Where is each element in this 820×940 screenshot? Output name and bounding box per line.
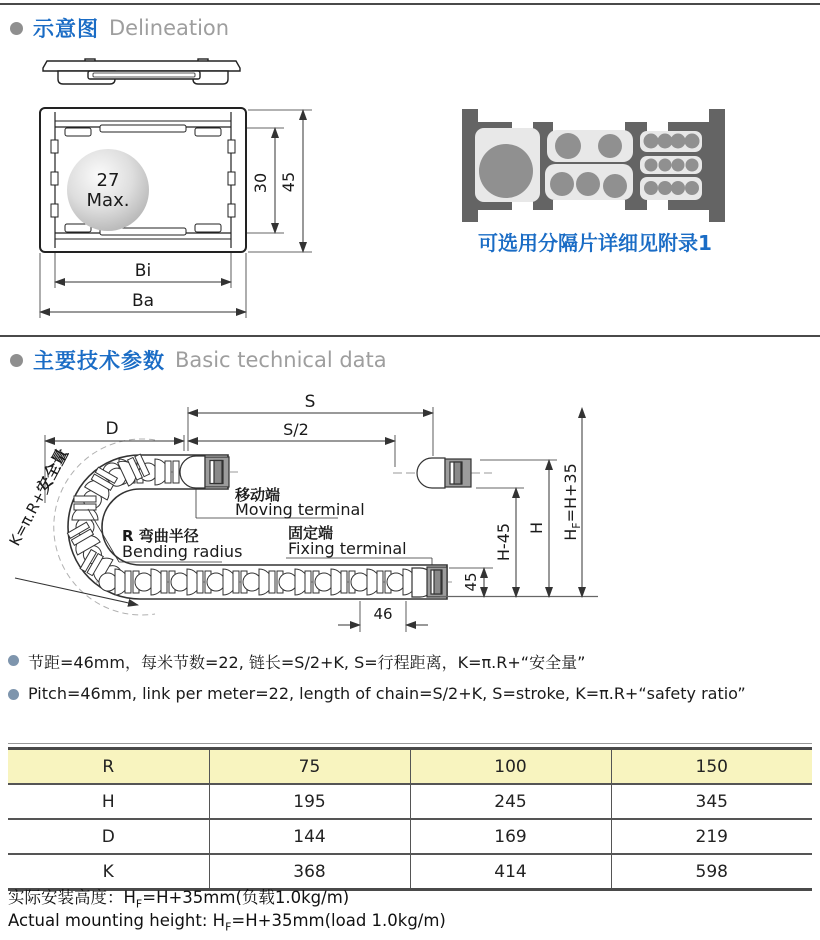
height45-label: 45	[462, 572, 480, 592]
inner-height-label: 30	[251, 172, 270, 194]
compartments	[475, 128, 702, 202]
chain-diagram	[0, 385, 820, 647]
table-cell: 245	[410, 784, 611, 819]
table-cell: 345	[611, 784, 812, 819]
bullet-icon	[10, 22, 23, 35]
cross-section-diagram	[20, 55, 320, 320]
section-title-zh: 主要技术参数	[33, 349, 165, 373]
table-cell: 368	[209, 854, 410, 890]
note-pitch-zh: 节距=46mm，每米节数=22, 链长=S/2+K, S=行程距离，K=π.R+“安全量”	[8, 650, 808, 673]
table-cell: 195	[209, 784, 410, 819]
table-cell: 598	[611, 854, 812, 890]
table-header-cell: 100	[410, 749, 611, 785]
section-header-technical	[0, 335, 820, 375]
table-cell: 169	[410, 819, 611, 854]
h-label: H	[527, 521, 546, 535]
k-formula-label: K=π.R+安全量	[5, 445, 72, 549]
outer-height-label: 45	[279, 171, 298, 193]
table-cell: 144	[209, 819, 410, 854]
section-title-en: Basic technical data	[175, 348, 387, 372]
h-minus-45-label: H-45	[494, 522, 513, 562]
table-cell: 219	[611, 819, 812, 854]
table-row	[8, 819, 812, 854]
mounting-height-en: Actual mounting height: $H_F=H+35mm(load$ 1.0kg/m)	[8, 911, 446, 934]
moving-terminal-zh: 移动端	[235, 486, 281, 504]
technical-data-table	[8, 743, 812, 891]
bending-radius-en: Bending radius	[122, 542, 243, 561]
bullet-icon	[8, 689, 19, 700]
table-row	[8, 784, 812, 819]
table-cell: K	[8, 854, 209, 890]
lid-profile	[43, 59, 240, 84]
max-cable-ball	[67, 149, 149, 231]
moving-terminal-block	[180, 456, 229, 488]
fixed-end-piece	[417, 458, 471, 488]
moving-terminal-en: Moving terminal	[235, 500, 365, 519]
table-cell: 414	[410, 854, 611, 890]
table-header-cell: 150	[611, 749, 812, 785]
fixing-terminal-en: Fixing terminal	[288, 539, 407, 558]
ball-max-label: Max.	[86, 190, 130, 211]
chain-links	[66, 452, 427, 595]
table-header-cell: 75	[209, 749, 410, 785]
separator-illustration	[455, 100, 730, 222]
d-label: D	[105, 419, 119, 439]
note-pitch-en: Pitch=46mm, link per meter=22, length of chain=S/2+K, S=stroke, K=π.R+“safety ratio”	[8, 684, 808, 703]
fixing-terminal-zh: 固定端	[288, 524, 334, 542]
table-cell: H	[8, 784, 209, 819]
section-title-en: Delineation	[109, 16, 230, 40]
stroke-label: S	[304, 392, 316, 412]
ball-diameter-label: 27	[96, 170, 120, 191]
fixing-terminal-block	[412, 567, 447, 597]
pitch-label: 46	[373, 605, 393, 623]
section-header-delineation	[0, 3, 820, 43]
hf-label: $H_F=H+35$	[561, 463, 583, 541]
section-title-zh: 示意图	[33, 17, 99, 41]
bullet-icon	[8, 655, 19, 666]
half-stroke-label: S/2	[283, 420, 309, 439]
table-cell: D	[8, 819, 209, 854]
inner-width-label: Bi	[134, 261, 152, 281]
outer-width-label: Ba	[131, 291, 155, 311]
table-header-row	[8, 749, 812, 785]
mounting-height-zh: 实际安装高度：$H_F=H+35mm$(负载1.0kg/m)	[8, 888, 350, 911]
bending-radius-zh: R 弯曲半径	[122, 527, 199, 545]
table-header-cell: R	[8, 749, 209, 785]
separator-caption: 可选用分隔片详细见附录1	[478, 231, 712, 255]
bullet-icon	[10, 354, 23, 367]
